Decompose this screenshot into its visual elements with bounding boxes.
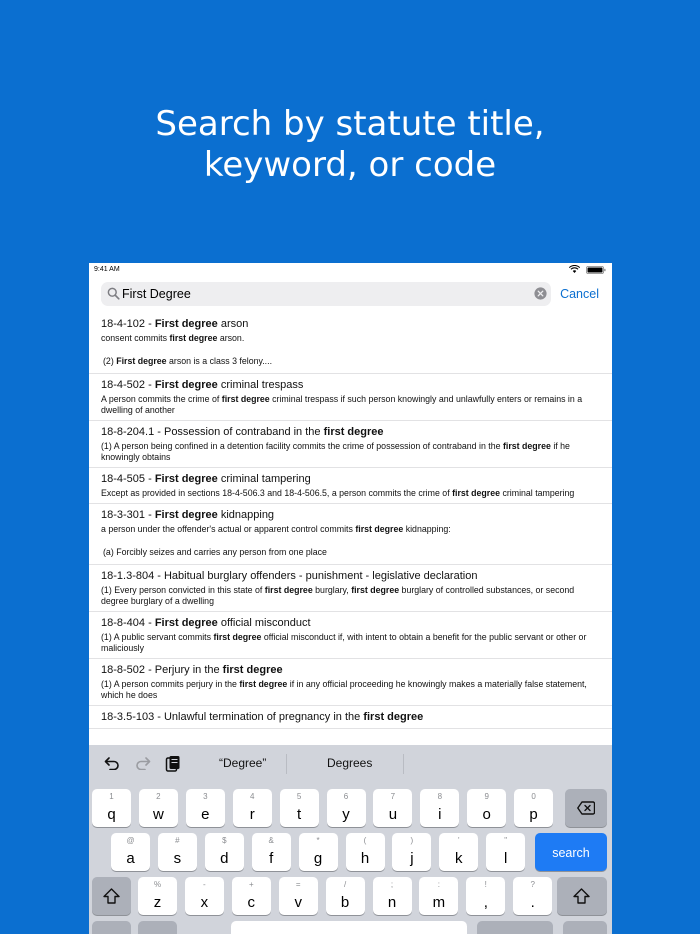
key-p[interactable] [514, 789, 553, 827]
shift-key-right[interactable] [557, 877, 607, 915]
result-row[interactable] [89, 504, 612, 565]
shift-icon [573, 888, 590, 904]
key-q[interactable] [92, 789, 131, 827]
key-h[interactable] [346, 833, 385, 871]
key-label: search [552, 846, 590, 860]
key-label: k [455, 850, 463, 867]
key-c[interactable] [232, 877, 271, 915]
key-label: t [297, 806, 302, 823]
result-title: 18-4-505 - First degree criminal tampering [101, 473, 311, 485]
space-key[interactable] [231, 921, 467, 934]
shift-icon [103, 888, 120, 904]
result-snippet-extra: (2) First degree arson is a class 3 felony.... [103, 356, 273, 366]
results-list [89, 313, 612, 745]
key-hint: 0 [531, 792, 536, 801]
result-row[interactable] [89, 612, 612, 659]
search-icon [107, 287, 120, 300]
key-label: l [504, 850, 508, 867]
delete-icon [577, 801, 595, 815]
numbers-key[interactable] [92, 921, 131, 934]
key-hint: ( [363, 836, 367, 845]
key-j[interactable] [392, 833, 431, 871]
key-hint: ! [484, 880, 487, 889]
key-l[interactable] [486, 833, 525, 871]
suggestion-divider [403, 754, 404, 774]
result-row[interactable] [89, 706, 612, 729]
key-period[interactable] [513, 877, 552, 915]
key-hint: ? [530, 880, 535, 889]
numbers-key-right[interactable] [477, 921, 553, 934]
paste-icon[interactable] [165, 755, 181, 772]
key-hint: : [437, 880, 440, 889]
result-title: 18-3-301 - First degree kidnapping [101, 509, 275, 521]
result-row[interactable] [89, 421, 612, 468]
key-hint: 3 [203, 792, 208, 801]
key-hint: + [248, 880, 254, 889]
key-w[interactable] [139, 789, 178, 827]
key-t[interactable] [280, 789, 319, 827]
key-hint: 7 [390, 792, 396, 801]
wifi-icon [569, 265, 580, 274]
key-d[interactable] [205, 833, 244, 871]
result-row[interactable] [89, 565, 612, 612]
key-label: . [530, 894, 535, 911]
suggestion-2[interactable]: Degrees [327, 756, 373, 770]
key-o[interactable] [467, 789, 506, 827]
key-e[interactable] [186, 789, 225, 827]
key-s[interactable] [158, 833, 197, 871]
status-time: 9:41 AM [94, 266, 120, 273]
key-label: b [340, 894, 350, 911]
key-hint: # [175, 836, 180, 845]
clear-icon[interactable] [534, 287, 547, 300]
delete-key[interactable] [565, 789, 607, 827]
key-label: y [342, 806, 350, 823]
key-k[interactable] [439, 833, 478, 871]
result-row[interactable] [89, 659, 612, 706]
result-title: 18-8-502 - Perjury in the first degree [101, 664, 283, 676]
key-hint: 8 [437, 792, 443, 801]
key-f[interactable] [252, 833, 291, 871]
key-z[interactable] [138, 877, 177, 915]
result-snippet: A person commits the crime of first degree criminal trespass if such person knowingly and unlawfully enters or remains in a dwelling of another [101, 394, 583, 415]
result-snippet: (1) A person commits perjury in the first degree if in any official proceeding he knowingly makes a materially false statement, which he does [101, 679, 587, 700]
headline-line-1: Search by statute title, [155, 104, 545, 144]
key-hint: / [343, 880, 347, 889]
search-key[interactable] [535, 833, 607, 871]
key-a[interactable] [111, 833, 150, 871]
suggestion-1[interactable]: “Degree” [219, 756, 267, 770]
battery-icon [586, 266, 606, 274]
key-comma[interactable] [466, 877, 505, 915]
result-snippet: (1) Every person convicted in this state of first degree burglary, first degree burglary of controlled substances, or second degree burglary of a dwelling [101, 585, 575, 606]
key-label: , [483, 894, 488, 911]
result-title: 18-3.5-103 - Unlawful termination of pregnancy in the first degree [101, 711, 424, 723]
result-snippet: a person under the offender's actual or apparent control commits first degree kidnapping: [101, 524, 451, 534]
key-hint: % [153, 880, 162, 889]
key-label: f [269, 850, 274, 867]
key-label: h [360, 850, 370, 867]
device-screen [89, 263, 612, 934]
result-snippet: (1) A public servant commits first degree official misconduct if, with intent to obtain a benefit for the public servant or other or maliciously [101, 632, 587, 653]
key-hint: 6 [343, 792, 349, 801]
globe-key[interactable] [138, 921, 177, 934]
key-label: p [529, 806, 538, 823]
search-field[interactable] [101, 282, 551, 306]
key-label: i [438, 806, 442, 823]
key-hint: - [203, 880, 206, 889]
undo-icon[interactable] [104, 756, 120, 770]
key-hint: ) [410, 836, 414, 845]
key-label: a [126, 850, 135, 867]
key-m[interactable] [419, 877, 458, 915]
key-label: r [249, 806, 255, 823]
result-snippet: consent commits first degree arson. [101, 333, 245, 343]
result-title: 18-8-404 - First degree official misconduct [101, 617, 311, 629]
key-hint: 1 [109, 792, 114, 801]
key-hint: " [504, 836, 508, 845]
key-b[interactable] [326, 877, 365, 915]
result-snippet: (1) A person being confined in a detention facility commits the crime of possession of contraband in the first degree if he knowingly obtains [101, 441, 570, 462]
key-g[interactable] [299, 833, 338, 871]
key-label: m [432, 894, 446, 911]
key-label: v [294, 894, 302, 911]
redo-icon[interactable] [135, 756, 151, 770]
headline [0, 104, 700, 186]
key-hint: ' [458, 836, 460, 845]
suggestion-divider [286, 754, 287, 774]
key-hint: 9 [484, 792, 489, 801]
key-label: j [410, 850, 414, 867]
cancel-button[interactable]: Cancel [560, 287, 599, 301]
key-hint: 4 [249, 792, 255, 801]
key-x[interactable] [185, 877, 224, 915]
key-hint: = [295, 880, 301, 889]
result-row[interactable] [89, 468, 612, 504]
result-snippet: Except as provided in sections 18-4-506.3 and 18-4-506.5, a person commits the crime of first degree criminal tampering [101, 488, 575, 498]
key-label: x [200, 894, 209, 911]
key-hint: 2 [156, 792, 161, 801]
result-title: 18-8-204.1 - Possession of contraband in the first degree [101, 426, 384, 438]
result-title: 18-4-502 - First degree criminal trespass [101, 379, 304, 391]
key-hint: $ [222, 836, 227, 845]
key-label: n [387, 894, 397, 911]
key-label: d [220, 850, 229, 867]
result-title: 18-1.3-804 - Habitual burglary offenders - punishment - legislative declaration [101, 570, 478, 582]
key-hint: @ [126, 836, 135, 845]
key-label: q [107, 806, 116, 823]
key-hint: & [268, 836, 274, 845]
key-label: o [482, 806, 491, 823]
shift-key-left[interactable] [92, 877, 131, 915]
key-label: g [313, 850, 323, 867]
result-row[interactable] [89, 313, 612, 374]
key-hint: 5 [296, 792, 302, 801]
key-u[interactable] [373, 789, 412, 827]
dismiss-keyboard-key[interactable] [563, 921, 607, 934]
key-label: c [247, 894, 256, 911]
key-label: w [152, 806, 164, 823]
search-input[interactable] [122, 282, 522, 306]
predictive-bar [89, 745, 612, 781]
key-label: e [201, 806, 210, 823]
key-label: z [153, 894, 162, 911]
key-v[interactable] [279, 877, 318, 915]
key-i[interactable] [420, 789, 459, 827]
keyboard [89, 745, 612, 934]
key-label: u [388, 806, 398, 823]
key-r[interactable] [233, 789, 272, 827]
key-label: s [173, 850, 182, 867]
result-title: 18-4-102 - First degree arson [101, 318, 249, 330]
search-row [89, 279, 612, 313]
key-y[interactable] [327, 789, 366, 827]
key-hint: ; [390, 880, 394, 889]
key-hint: * [316, 836, 320, 845]
status-bar [89, 263, 612, 279]
headline-line-2: keyword, or code [203, 145, 497, 185]
result-snippet-extra: (a) Forcibly seizes and carries any person from one place [103, 547, 327, 557]
result-row[interactable] [89, 374, 612, 421]
key-n[interactable] [373, 877, 412, 915]
